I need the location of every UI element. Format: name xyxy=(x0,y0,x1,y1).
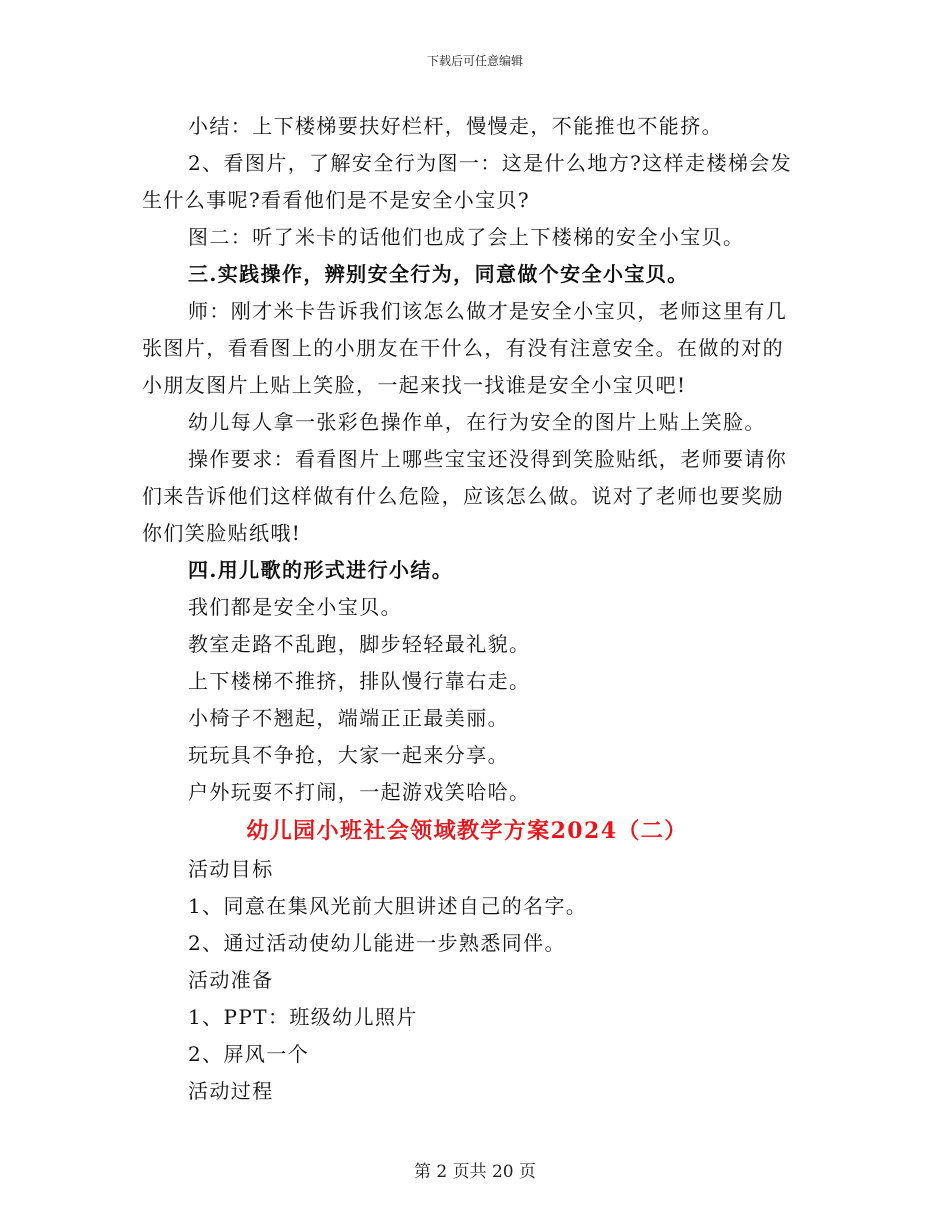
paragraph-look-at-pictures: 2、看图片，了解安全行为图一：这是什么地方?这样走楼梯会发生什么事呢?看看他们是不是安全小宝贝? xyxy=(142,151,793,212)
poem-line: 玩玩具不争抢，大家一起来分享。 xyxy=(188,743,509,767)
paragraph-summary: 小结：上下楼梯要扶好栏杆，慢慢走，不能推也不能挤。 xyxy=(188,114,723,138)
poem-line: 户外玩耍不打闹，一起游戏笑哈哈。 xyxy=(188,780,531,804)
page-footer: 第 2 页共 20 页 xyxy=(413,1162,537,1182)
paragraph-picture-two: 图二：听了米卡的话他们也成了会上下楼梯的安全小宝贝。 xyxy=(188,225,745,249)
paragraph-teacher: 师：刚才米卡告诉我们该怎么做才是安全小宝贝，老师这里有几张图片，看看图上的小朋友在干什么，有没有注意安全。在做的对的小朋友图片上贴上笑脸，一起来找一找谁是安全小宝贝吧! xyxy=(142,299,788,397)
poem-line: 我们都是安全小宝贝。 xyxy=(188,595,402,619)
poem-line: 上下楼梯不推挤，排队慢行靠右走。 xyxy=(188,669,531,693)
heading-step-three: 三.实践操作，辨别安全行为，同意做个安全小宝贝。 xyxy=(188,262,689,286)
document-body xyxy=(142,108,802,1110)
activity-goals-label: 活动目标 xyxy=(188,857,274,881)
activity-goal-item: 1、同意在集风光前大胆讲述自己的名字。 xyxy=(188,894,588,918)
poem-line: 教室走路不乱跑，脚步轻轻最礼貌。 xyxy=(188,632,531,656)
activity-goal-item: 2、通过活动使幼儿能进一步熟悉同伴。 xyxy=(188,931,566,955)
heading-step-four: 四.用儿歌的形式进行小结。 xyxy=(188,558,454,582)
activity-process-label: 活动过程 xyxy=(188,1079,274,1103)
poem-line: 小椅子不翘起，端端正正最美丽。 xyxy=(188,706,509,730)
section-title: 幼儿园小班社会领域教学方案2024（二） xyxy=(246,818,688,844)
page-header: 下载后可任意编辑 xyxy=(426,54,523,68)
activity-prep-item: 2、屏风一个 xyxy=(188,1042,310,1066)
activity-prep-label: 活动准备 xyxy=(188,968,274,992)
activity-prep-item: 1、PPT：班级幼儿照片 xyxy=(188,1005,418,1029)
paragraph-worksheet: 幼儿每人拿一张彩色操作单，在行为安全的图片上贴上笑脸。 xyxy=(188,410,766,434)
paragraph-requirements: 操作要求：看看图片上哪些宝宝还没得到笑脸贴纸，老师要请你们来告诉他们这样做有什么危险，应该怎么做。说对了老师也要奖励你们笑脸贴纸哦! xyxy=(142,447,788,545)
